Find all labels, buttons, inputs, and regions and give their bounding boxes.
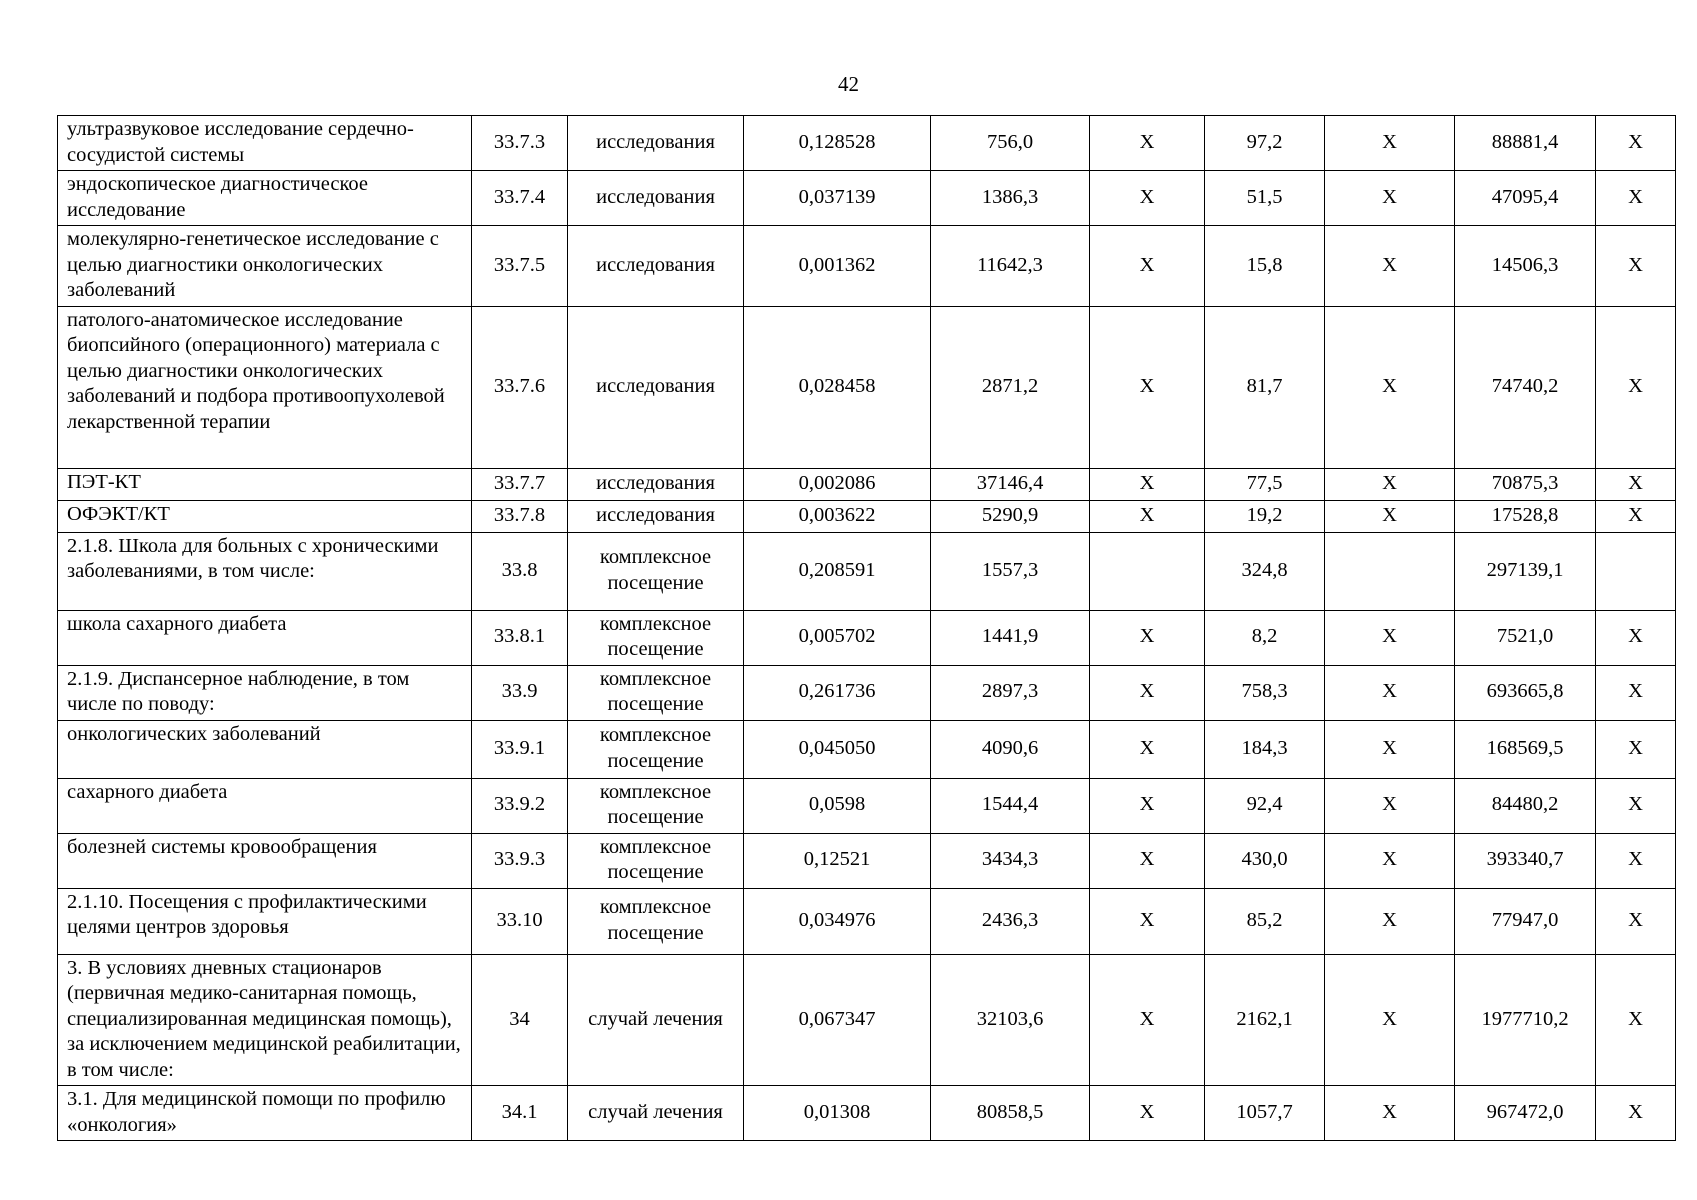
row-unit-cell: комплексное посещение [568,532,744,610]
row-col8-cell [1325,532,1455,610]
row-col10-cell: X [1596,116,1676,171]
row-col8-cell: X [1325,665,1455,720]
row-cost-cell: 2871,2 [931,306,1090,468]
table-row [58,226,1676,307]
row-name-cell: ПЭТ-КТ [58,468,472,500]
row-cost-cell: 5290,9 [931,500,1090,532]
row-cost-cell: 37146,4 [931,468,1090,500]
row-col6-cell: X [1090,500,1205,532]
row-col7-cell: 81,7 [1205,306,1325,468]
row-name-cell: сахарного диабета [58,778,472,833]
row-name-cell: онкологических заболеваний [58,720,472,778]
row-name-cell: 2.1.10. Посещения с профилактическими целями центров здоровья [58,888,472,954]
row-col9-cell: 84480,2 [1455,778,1596,833]
row-col8-cell: X [1325,1086,1455,1141]
row-col6-cell: X [1090,226,1205,307]
row-col9-cell: 1977710,2 [1455,954,1596,1086]
row-unit-cell: комплексное посещение [568,778,744,833]
row-col6-cell: X [1090,833,1205,888]
row-col8-cell: X [1325,116,1455,171]
row-col9-cell: 7521,0 [1455,610,1596,665]
row-col10-cell [1596,532,1676,610]
row-col7-cell: 51,5 [1205,171,1325,226]
row-col10-cell: X [1596,954,1676,1086]
row-cost-cell: 1557,3 [931,532,1090,610]
row-col8-cell: X [1325,833,1455,888]
row-code-cell: 33.9.3 [472,833,568,888]
row-code-cell: 33.7.6 [472,306,568,468]
row-code-cell: 33.7.7 [472,468,568,500]
row-volume-cell: 0,003622 [744,500,931,532]
row-col7-cell: 19,2 [1205,500,1325,532]
row-cost-cell: 1386,3 [931,171,1090,226]
row-name-cell: патолого-анатомическое исследование биопсийного (операционного) материала с целью диагностики онкологических заболеваний и подбора противоопухолевой лекарственной терапии [58,306,472,468]
row-col7-cell: 8,2 [1205,610,1325,665]
row-volume-cell: 0,037139 [744,171,931,226]
row-col7-cell: 184,3 [1205,720,1325,778]
row-col6-cell: X [1090,1086,1205,1141]
table-row [58,720,1676,778]
row-col6-cell: X [1090,888,1205,954]
row-code-cell: 34 [472,954,568,1086]
row-col6-cell: X [1090,665,1205,720]
row-col7-cell: 324,8 [1205,532,1325,610]
row-cost-cell: 4090,6 [931,720,1090,778]
row-col10-cell: X [1596,665,1676,720]
row-col9-cell: 47095,4 [1455,171,1596,226]
table-row [58,888,1676,954]
table-row [58,833,1676,888]
row-volume-cell: 0,034976 [744,888,931,954]
row-unit-cell: комплексное посещение [568,833,744,888]
row-unit-cell: комплексное посещение [568,888,744,954]
row-col8-cell: X [1325,778,1455,833]
table-row [58,954,1676,1086]
row-volume-cell: 0,0598 [744,778,931,833]
table-row [58,778,1676,833]
row-col9-cell: 14506,3 [1455,226,1596,307]
row-volume-cell: 0,128528 [744,116,931,171]
row-col8-cell: X [1325,226,1455,307]
row-col6-cell: X [1090,468,1205,500]
row-col7-cell: 92,4 [1205,778,1325,833]
table-row [58,665,1676,720]
row-cost-cell: 2897,3 [931,665,1090,720]
row-col9-cell: 168569,5 [1455,720,1596,778]
row-name-cell: болезней системы кровообращения [58,833,472,888]
row-cost-cell: 32103,6 [931,954,1090,1086]
row-col10-cell: X [1596,226,1676,307]
row-col10-cell: X [1596,468,1676,500]
row-name-cell: ультразвуковое исследование сердечно-сосудистой системы [58,116,472,171]
row-col7-cell: 430,0 [1205,833,1325,888]
row-col9-cell: 297139,1 [1455,532,1596,610]
row-volume-cell: 0,261736 [744,665,931,720]
row-unit-cell: комплексное посещение [568,720,744,778]
row-unit-cell: случай лечения [568,954,744,1086]
row-col9-cell: 88881,4 [1455,116,1596,171]
row-col6-cell: X [1090,610,1205,665]
row-code-cell: 34.1 [472,1086,568,1141]
row-unit-cell: комплексное посещение [568,610,744,665]
table-row [58,1086,1676,1141]
data-table [57,115,1676,1141]
table-row [58,500,1676,532]
row-col6-cell: X [1090,306,1205,468]
row-col8-cell: X [1325,954,1455,1086]
row-code-cell: 33.7.3 [472,116,568,171]
row-col6-cell: X [1090,720,1205,778]
row-name-cell: 2.1.9. Диспансерное наблюдение, в том числе по поводу: [58,665,472,720]
row-cost-cell: 3434,3 [931,833,1090,888]
row-code-cell: 33.10 [472,888,568,954]
row-col7-cell: 15,8 [1205,226,1325,307]
table-row [58,610,1676,665]
table-row [58,306,1676,468]
row-name-cell: 3. В условиях дневных стационаров (первичная медико-санитарная помощь, специализированная медицинская помощь), за исключением медицинской реабилитации, в том числе: [58,954,472,1086]
row-name-cell: ОФЭКТ/КТ [58,500,472,532]
row-col8-cell: X [1325,306,1455,468]
row-col8-cell: X [1325,720,1455,778]
row-cost-cell: 756,0 [931,116,1090,171]
row-col10-cell: X [1596,778,1676,833]
row-volume-cell: 0,045050 [744,720,931,778]
row-col9-cell: 967472,0 [1455,1086,1596,1141]
row-col7-cell: 758,3 [1205,665,1325,720]
row-volume-cell: 0,001362 [744,226,931,307]
row-col9-cell: 393340,7 [1455,833,1596,888]
row-volume-cell: 0,002086 [744,468,931,500]
row-name-cell: молекулярно-генетическое исследование с целью диагностики онкологических заболеваний [58,226,472,307]
row-unit-cell: исследования [568,226,744,307]
row-cost-cell: 80858,5 [931,1086,1090,1141]
row-col9-cell: 77947,0 [1455,888,1596,954]
row-name-cell: школа сахарного диабета [58,610,472,665]
row-code-cell: 33.9 [472,665,568,720]
row-unit-cell: исследования [568,116,744,171]
page-number: 42 [838,72,859,96]
row-name-cell: 2.1.8. Школа для больных с хроническими заболеваниями, в том числе: [58,532,472,610]
row-col6-cell: X [1090,954,1205,1086]
row-col10-cell: X [1596,888,1676,954]
row-code-cell: 33.9.1 [472,720,568,778]
row-cost-cell: 2436,3 [931,888,1090,954]
row-col10-cell: X [1596,306,1676,468]
row-unit-cell: исследования [568,500,744,532]
row-col10-cell: X [1596,720,1676,778]
row-code-cell: 33.7.5 [472,226,568,307]
row-col7-cell: 85,2 [1205,888,1325,954]
row-col7-cell: 77,5 [1205,468,1325,500]
row-volume-cell: 0,208591 [744,532,931,610]
row-col7-cell: 97,2 [1205,116,1325,171]
table-body [58,116,1676,1141]
row-col8-cell: X [1325,468,1455,500]
row-col8-cell: X [1325,610,1455,665]
row-col6-cell [1090,532,1205,610]
row-col10-cell: X [1596,500,1676,532]
row-col7-cell: 2162,1 [1205,954,1325,1086]
row-col10-cell: X [1596,610,1676,665]
row-cost-cell: 1441,9 [931,610,1090,665]
row-col8-cell: X [1325,500,1455,532]
row-unit-cell: случай лечения [568,1086,744,1141]
row-volume-cell: 0,028458 [744,306,931,468]
row-code-cell: 33.7.8 [472,500,568,532]
row-code-cell: 33.9.2 [472,778,568,833]
row-volume-cell: 0,005702 [744,610,931,665]
row-unit-cell: исследования [568,171,744,226]
table-row [58,468,1676,500]
row-cost-cell: 1544,4 [931,778,1090,833]
row-volume-cell: 0,12521 [744,833,931,888]
row-volume-cell: 0,067347 [744,954,931,1086]
row-code-cell: 33.8.1 [472,610,568,665]
row-col9-cell: 70875,3 [1455,468,1596,500]
row-col8-cell: X [1325,888,1455,954]
row-unit-cell: исследования [568,468,744,500]
row-unit-cell: комплексное посещение [568,665,744,720]
row-col9-cell: 693665,8 [1455,665,1596,720]
row-col9-cell: 17528,8 [1455,500,1596,532]
row-col10-cell: X [1596,171,1676,226]
row-code-cell: 33.7.4 [472,171,568,226]
row-name-cell: эндоскопическое диагностическое исследование [58,171,472,226]
row-col6-cell: X [1090,171,1205,226]
row-cost-cell: 11642,3 [931,226,1090,307]
table-row [58,532,1676,610]
row-volume-cell: 0,01308 [744,1086,931,1141]
row-col6-cell: X [1090,778,1205,833]
row-col7-cell: 1057,7 [1205,1086,1325,1141]
row-col6-cell: X [1090,116,1205,171]
row-col10-cell: X [1596,1086,1676,1141]
row-code-cell: 33.8 [472,532,568,610]
row-name-cell: 3.1. Для медицинской помощи по профилю «онкология» [58,1086,472,1141]
table-row [58,171,1676,226]
row-col9-cell: 74740,2 [1455,306,1596,468]
table-row [58,116,1676,171]
row-col8-cell: X [1325,171,1455,226]
row-unit-cell: исследования [568,306,744,468]
row-col10-cell: X [1596,833,1676,888]
